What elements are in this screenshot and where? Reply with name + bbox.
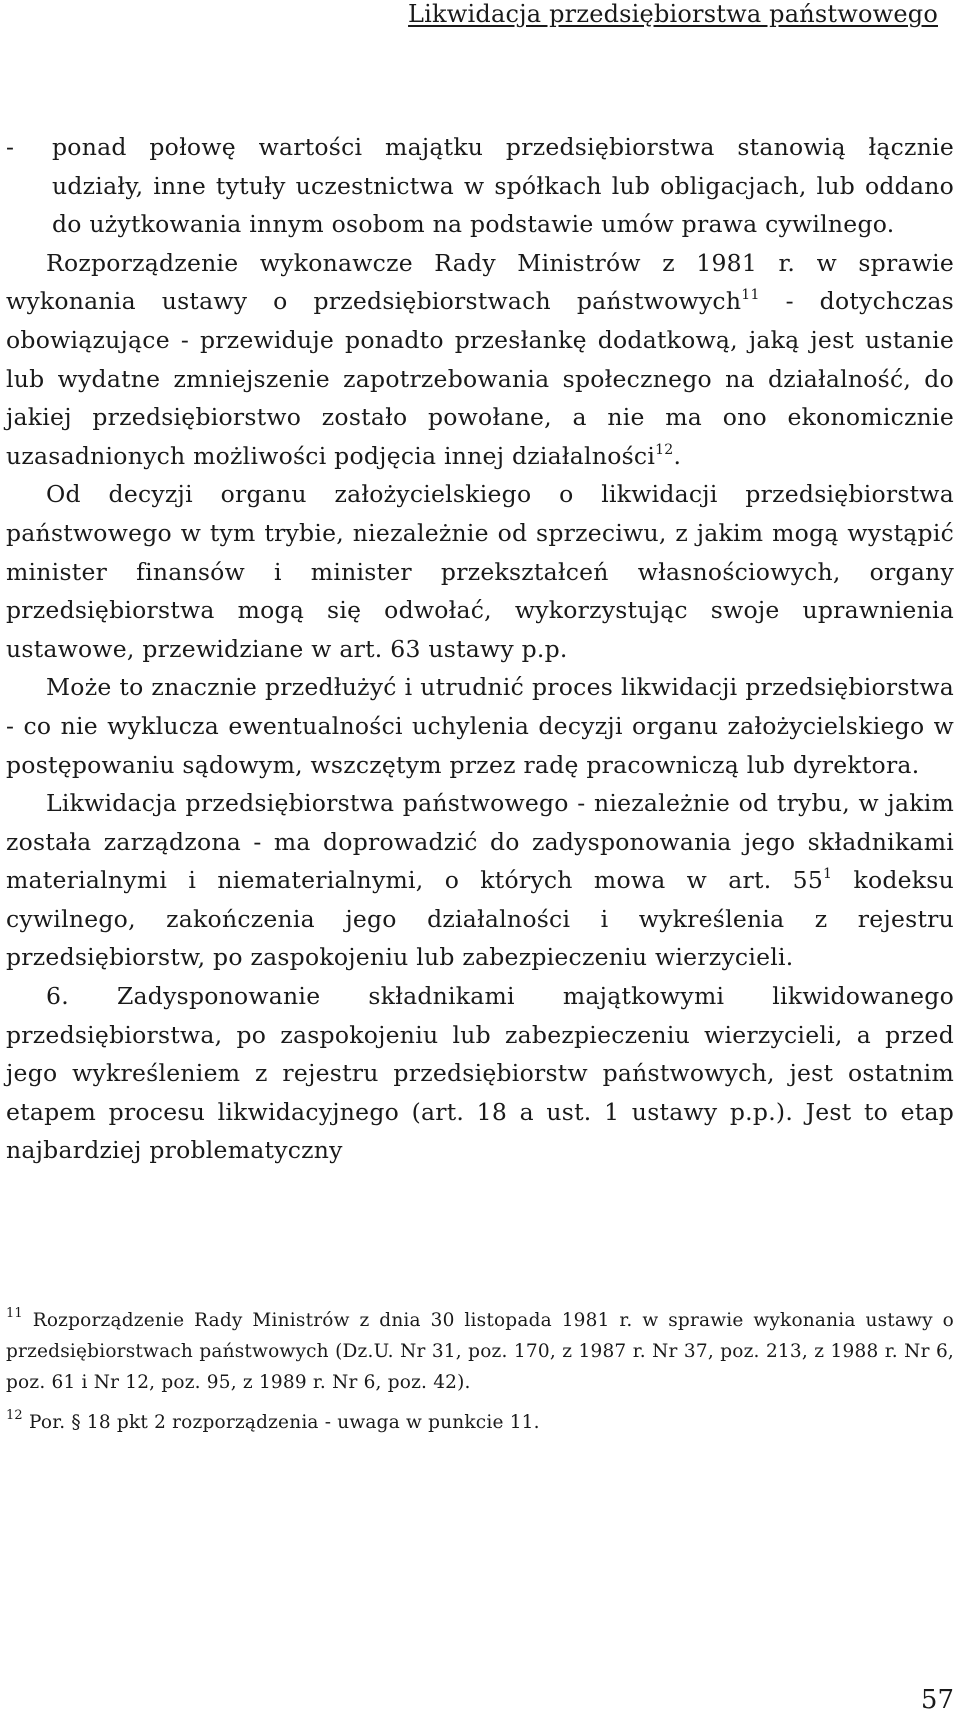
footnote-ref-11: 11	[741, 287, 760, 304]
footnote-12	[6, 1407, 954, 1438]
paragraph-text: Likwidacja przedsiębiorstwa państwowego - niezależnie od trybu, w jakim została zarządzona - ma doprowadzić do zadysponowania jego składnikami materialnymi i niematerialnymi, o których mowa w art. 55	[6, 789, 954, 895]
paragraph-text: kodeksu cywilnego, zakończenia jego działalności i wykreślenia z rejestru przedsiębiorstw, po zaspokojeniu lub zabezpieczeniu wierzycieli.	[6, 866, 954, 972]
footnote-mark: 11	[6, 1305, 23, 1321]
paragraph-text: - dotychczas obowiązujące - przewiduje ponadto przesłankę dodatkową, jaką jest ustanie lub wydatne zmniejszenie zapotrzebowania społecznego na działalność, do jakiej przedsiębiorstwo zostało powołane, a nie ma ono ekonomicznie uzasadnionych możliwości podjęcia innej działalności	[6, 287, 954, 470]
article-superscript: 1	[823, 866, 833, 883]
paragraph-text: .	[673, 441, 682, 470]
footnote-separator	[6, 1284, 186, 1285]
footnote-text: Por. § 18 pkt 2 rozporządzenia - uwaga w punkcie 11.	[22, 1412, 540, 1433]
paragraph-text: Rozporządzenie wykonawcze Rady Ministrów z 1981 r. w sprawie wykonania ustawy o przedsiębiorstwach państwowych	[6, 248, 954, 316]
page-number: 57	[920, 1685, 954, 1715]
bullet-text: ponad połowę wartości majątku przedsiębiorstwa stanowią łącznie udziały, inne tytuły uczestnictwa w spółkach lub obligacjach, lub oddano do użytkowania innym osobom na podstawie umów prawa cywilnego.	[52, 133, 954, 239]
bullet-item	[6, 128, 954, 244]
running-header: Likwidacja przedsiębiorstwa państwowego	[408, 0, 938, 28]
footnote-ref-12: 12	[655, 441, 674, 458]
paragraph-liquidation	[6, 784, 954, 977]
footnote-11	[6, 1305, 954, 1398]
bullet-dash: -	[6, 133, 15, 161]
body-text	[6, 128, 954, 1170]
paragraph-section-6: 6. Zadysponowanie składnikami majątkowymi likwidowanego przedsiębiorstwa, po zaspokojeniu lub zabezpieczeniu wierzycieli, a przed jego wykreśleniem z rejestru przedsiębiorstw państwowych, jest ostatnim etapem procesu likwidacyjnego (art. 18 a ust. 1 ustawy p.p.). Jest to etap najbardziej problematyczny	[6, 982, 954, 1165]
paragraph-delay: Może to znacznie przedłużyć i utrudnić proces likwidacji przedsiębiorstwa - co nie wyklucza ewentualności uchylenia decyzji organu założycielskiego w postępowaniu sądowym, wszczętym przez radę pracowniczą lub dyrektora.	[6, 673, 954, 779]
footnote-text: Rozporządzenie Rady Ministrów z dnia 30 listopada 1981 r. w sprawie wykonania ustawy o przedsiębiorstwach państwowych (Dz.U. Nr 31, poz. 170, z 1987 r. Nr 37, poz. 213, z 1988 r. Nr 6, poz. 61 i Nr 12, poz. 95, z 1989 r. Nr 6, poz. 42).	[6, 1310, 954, 1393]
footnotes	[6, 1305, 954, 1447]
paragraph-appeal: Od decyzji organu założycielskiego o likwidacji przedsiębiorstwa państwowego w tym trybie, niezależnie od sprzeciwu, z jakim mogą wystąpić minister finansów i minister przekształceń własnościowych, organy przedsiębiorstwa mogą się odwołać, wykorzystując swoje uprawnienia ustawowe, przewidziane w art. 63 ustawy p.p.	[6, 480, 954, 663]
paragraph-regulation	[6, 244, 954, 476]
footnote-mark: 12	[6, 1407, 23, 1423]
